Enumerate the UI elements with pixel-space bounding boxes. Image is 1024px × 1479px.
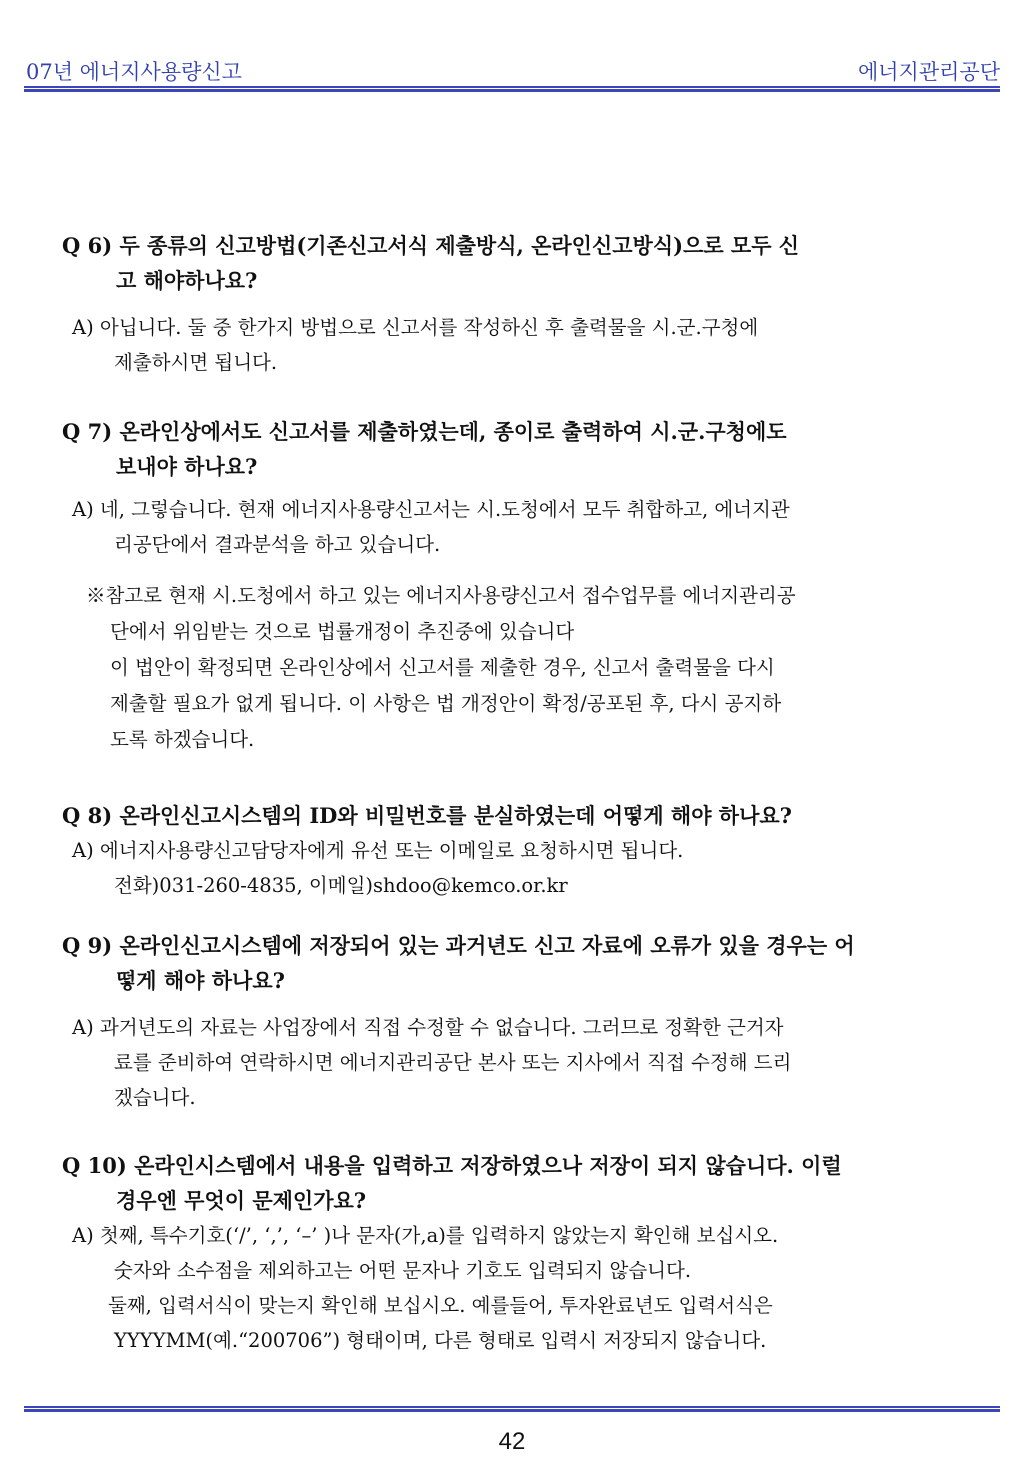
question-line: 떻게 해야 하나요? [116,968,285,993]
note-line: ※참고로 현재 시.도청에서 하고 있는 에너지사용량신고서 접수업무를 에너지관리공 [86,584,796,607]
question-line: Q 10) 온라인시스템에서 내용을 입력하고 저장하였으나 저장이 되지 않습니다. 이럴 [62,1153,842,1178]
answer-6 [62,310,984,380]
question-6 [62,228,984,298]
question-line: Q 9) 온라인신고시스템에 저장되어 있는 과거년도 신고 자료에 오류가 있을 경우는 어 [62,933,855,958]
header-title: 07년 에너지사용량신고 [26,60,242,84]
answer-9 [62,1010,984,1115]
answer-8 [62,833,984,903]
answer-line: 둘째, 입력서식이 맞는지 확인해 보십시오. 예를들어, 투자완료년도 입력서식은 [108,1294,773,1317]
answer-line: A) 아닙니다. 둘 중 한가지 방법으로 신고서를 작성하신 후 출력물을 시.군.구청에 [72,316,759,339]
question-9 [62,928,984,998]
faq-item-q7 [62,414,984,758]
answer-10 [62,1218,984,1358]
note-line: 제출할 필요가 없게 됩니다. 이 사항은 법 개정안이 확정/공포된 후, 다시 공지하 [110,692,782,715]
note-line: 이 법안이 확정되면 온라인상에서 신고서를 제출한 경우, 신고서 출력물을 다시 [110,656,775,679]
answer-7 [62,492,984,562]
question-line: 고 해야하나요? [116,268,258,293]
question-line: 보내야 하나요? [116,454,258,479]
answer-line: A) 에너지사용량신고담당자에게 유선 또는 이메일로 요청하시면 됩니다. [72,839,684,862]
answer-line: A) 네, 그렇습니다. 현재 에너지사용량신고서는 시.도청에서 모두 취합하고, 에너지관 [72,498,790,521]
answer-line: 제출하시면 됩니다. [114,351,278,374]
answer-line: 전화)031-260-4835, 이메일)shdoo@kemco.or.kr [114,874,568,897]
footer-rule [24,1406,1000,1412]
answer-line: 숫자와 소수점을 제외하고는 어떤 문자나 기호도 입력되지 않습니다. [114,1259,692,1282]
answer-line: 리공단에서 결과분석을 하고 있습니다. [114,533,441,556]
answer-line: A) 첫째, 특수기호(‘/’, ‘,’, ‘–’ )나 문자(가,a)를 입력하지 않았는지 확인해 보십시오. [72,1224,779,1247]
faq-item-q6 [62,228,984,380]
header-organization: 에너지관리공단 [857,60,1000,84]
faq-item-q9 [62,928,984,1115]
reference-note [62,578,984,758]
answer-line: YYYYMM(예.“200706”) 형태이며, 다른 형태로 입력시 저장되지 않습니다. [114,1329,767,1352]
question-line: 경우엔 무엇이 문제인가요? [116,1188,367,1213]
question-7 [62,414,984,484]
answer-line: 겠습니다. [114,1086,196,1109]
answer-line: 료를 준비하여 연락하시면 에너지관리공단 본사 또는 지사에서 직접 수정해 드리 [114,1051,792,1074]
faq-item-q10 [62,1148,984,1358]
header-rule [24,86,1000,92]
faq-item-q8 [62,798,984,903]
question-line: Q 8) 온라인신고시스템의 ID와 비밀번호를 분실하였는데 어떻게 해야 하나요? [62,803,792,828]
question-line: Q 6) 두 종류의 신고방법(기존신고서식 제출방식, 온라인신고방식)으로 모두 신 [62,233,800,258]
question-8 [62,798,984,833]
question-10 [62,1148,984,1218]
answer-line: A) 과거년도의 자료는 사업장에서 직접 수정할 수 없습니다. 그러므로 정확한 근거자 [72,1016,784,1039]
question-line: Q 7) 온라인상에서도 신고서를 제출하였는데, 종이로 출력하여 시.군.구청에도 [62,419,787,444]
note-line: 도록 하겠습니다. [110,728,255,751]
page-number: 42 [498,1428,526,1455]
note-line: 단에서 위임받는 것으로 법률개정이 추진중에 있습니다 [110,620,575,643]
